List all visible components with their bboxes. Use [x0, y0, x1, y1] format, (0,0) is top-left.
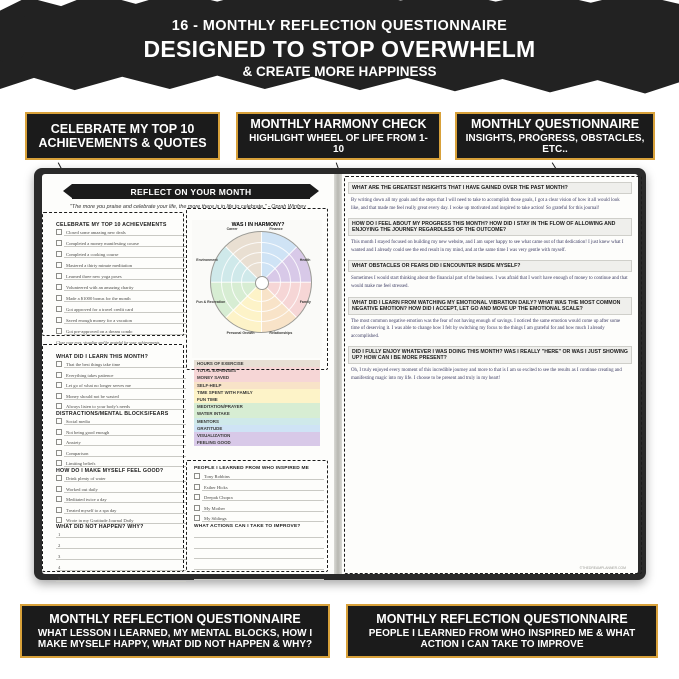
list-item: Tony Robbins [204, 474, 230, 479]
people-heading: PEOPLE I LEARNED FROM WHO INSPIRED ME [194, 466, 310, 471]
callout-title: MONTHLY QUESTIONNAIRE [470, 116, 640, 131]
list-item: 2 [58, 543, 61, 548]
list-item: Not being good enough [66, 429, 110, 435]
callout-subtitle: ACHIEVEMENTS & QUOTES [38, 136, 207, 150]
list-item: Always listen to your body's needs [66, 404, 130, 409]
legend-item: FEELING GOOD [194, 439, 320, 446]
wheel-segment-label: Family [299, 300, 311, 305]
list-item: 3 [58, 554, 61, 559]
legend-item: FUN TIME [194, 396, 320, 403]
wheel-segment-label: Personal Growth [226, 330, 255, 335]
question-label: WHAT DID I LEARN FROM WATCHING MY EMOTIONAL VIBRATION DAILY? WHAT WAS THE MOST COMMON NEGATIVE EMOTION? HOW DID I ACCEPT, LET GO AND MOVE UP THE EMOTIONAL SCALE? [348, 297, 632, 315]
list-item: Meditated twice a day [66, 497, 107, 502]
list-item: Learned three new yoga poses [66, 274, 122, 279]
actions-heading: WHAT ACTIONS CAN I TAKE TO IMPROVE? [194, 524, 301, 529]
wheel-segment-label: Relationships [269, 330, 293, 335]
callout-reflection-lessons [20, 604, 330, 658]
list-item: Completed a cooking course [66, 252, 119, 257]
header-line-1: 16 - MONTHLY REFLECTION QUESTIONNAIRE [171, 18, 508, 34]
legend-item: MENTORS [194, 418, 320, 425]
page-header [0, 0, 679, 100]
celebrate-heading: CELEBRATE MY TOP 10 ACHIEVEMENTS [56, 222, 167, 228]
quote-text: "The more you praise and celebrate your life, the more there is in life to celebrate." - Oprah Winfrey [70, 204, 306, 210]
list-item: Limiting beliefs [66, 461, 96, 466]
list-item: Wrote in my Gratitude Journal Daily [66, 518, 134, 523]
wheel-segment-label: Fun & Recreation [196, 300, 226, 305]
answer-text[interactable]: Oh, I truly enjoyed every moment of this incredible journey and more to that is I am so excited to see the results as I continue creating and manifesting magic into my life. I choose to be present and truly in my heart! [351, 368, 622, 381]
list-item: Social media [66, 419, 90, 424]
celebrate-note: Close your eyes, visualize and be grateful for your achievements. [56, 340, 161, 345]
callout-title: MONTHLY REFLECTION QUESTIONNAIRE [376, 611, 628, 626]
callout-harmony-check [236, 112, 441, 160]
wheel-segment-label: Health [299, 257, 311, 262]
list-item: Made a $1000 bonus for the month [66, 296, 131, 301]
wheel-title: WAS I IN HARMONY? [231, 222, 285, 228]
answer-text[interactable]: This month I stayed focused on building my new website, and I am super happy to see what came out of that dedication! I just knew what I wanted and I already could see the end result in my mind, and at the same time I was very gentle with myself. [351, 240, 624, 253]
highlight-questionnaire [344, 176, 642, 574]
answer-text[interactable]: Sometimes I would start thinking about the financial part of the business. I was afraid that I won't have enough of money to continue and that would make me feel stressed. [351, 276, 628, 289]
legend-item: TOTAL EXPENSES [194, 367, 320, 374]
legend-item: HOURS OF EXERCISE [194, 360, 320, 367]
list-item: That the best things take time [66, 362, 121, 367]
list-item: Drink plenty of water [66, 476, 106, 481]
legend-item: SELF-HELP [194, 382, 320, 389]
list-item: My Siblings [204, 516, 227, 521]
answer-text[interactable]: By writing down all my goals and the steps that I will need to take to accomplish those goals, I got a clear vision of how it all would look like, and that made me feel really great every day. I woke up motivated and inspired to take action! So grateful for this journal! [351, 198, 620, 211]
legend-item: MEDITATION/PRAYER [194, 403, 320, 410]
highlight-lessons [42, 344, 184, 572]
page-footer: ©THEDREAMPLANNER.COM [579, 566, 626, 570]
callout-title: MONTHLY REFLECTION QUESTIONNAIRE [49, 611, 301, 626]
list-item: Everything takes patience [66, 372, 114, 378]
callout-monthly-questionnaire [455, 112, 655, 160]
highlight-celebrate [42, 212, 184, 336]
list-item: 4 [58, 565, 61, 570]
callout-subtitle: WHAT LESSON I LEARNED, MY MENTAL BLOCKS, HOW I MAKE MYSELF HAPPY, WHAT DID NOT HAPPEN & WHY? [37, 627, 313, 650]
highlight-wheel [186, 208, 328, 370]
list-item: Mastered a thirty minute meditation [66, 263, 133, 268]
header-text [0, 18, 679, 79]
list-item: My Mother [204, 505, 226, 511]
list-item: Closed some amazing new deals [66, 230, 126, 235]
blocks-heading: DISTRACTIONS/MENTAL BLOCKS/FEARS [56, 411, 169, 417]
list-item: Treated myself to a spa day [66, 507, 117, 513]
book-spine [334, 174, 342, 574]
write-line [56, 581, 186, 582]
callout-title: MONTHLY HARMONY CHECK [250, 116, 427, 131]
callout-reflection-people [346, 604, 658, 658]
feelgood-heading: HOW DO I MAKE MYSELF FEEL GOOD? [56, 468, 164, 474]
callout-title: CELEBRATE MY TOP 10 [50, 122, 195, 136]
list-item: Deepak Chopra [204, 495, 233, 500]
highlight-people [186, 460, 328, 572]
callout-subtitle: INSIGHTS, PROGRESS, OBSTACLES, ETC.. [465, 132, 645, 155]
list-item: Anxiety [66, 440, 81, 445]
list-item: Got pre-approved on a dream condo [66, 329, 133, 334]
list-item: Completed a money manifesting course [66, 241, 139, 246]
list-item: Volunteered with an amazing charity [66, 285, 134, 290]
legend-item: GRATITUDE [194, 425, 320, 432]
nothappen-heading: WHAT DID NOT HAPPEN? WHY? [56, 524, 144, 530]
list-item: Got approved for a travel credit card [66, 307, 134, 312]
list-item: 1 [58, 532, 61, 537]
list-item: Let go of what no longer serves me [66, 383, 131, 388]
list-item: Esther Hicks [204, 484, 228, 490]
list-item: 5 [58, 576, 61, 581]
legend-item: WATER INTAKE [194, 410, 320, 417]
legend-item: TIME SPENT WITH FAMILY [194, 389, 320, 396]
list-item: Worked out daily [66, 486, 98, 492]
legend-item: MONEY SAVED [194, 374, 320, 381]
question-label: DID I FULLY ENJOY WHATEVER I WAS DOING THIS MONTH? WAS I REALLY "HERE" OR WAS I JUST SHOWING UP? HOW CAN I BE MORE PRESENT? [348, 346, 632, 364]
question-label: WHAT OBSTACLES OR FEARS DID I ENCOUNTER INSIDE MYSELF? [348, 260, 632, 272]
list-item: Saved enough money for a vacation [66, 318, 132, 323]
header-line-3: & CREATE MORE HAPPINESS [242, 64, 437, 79]
legend-panel [194, 360, 320, 446]
list-item: Comparison [66, 450, 89, 456]
question-label: WHAT ARE THE GREATEST INSIGHTS THAT I HAVE GAINED OVER THE PAST MONTH? [348, 182, 632, 194]
wheel-segment-label: Environment [196, 257, 218, 262]
question-label: HOW DO I FEEL ABOUT MY PROGRESS THIS MONTH? HOW DID I STAY IN THE FLOW OF ALLOWING AND ENJOYING THE JOURNEY REGARDLESS OF THE OUTCOME? [348, 218, 632, 236]
callout-subtitle: PEOPLE I LEARNED FROM WHO INSPIRED ME & WHAT ACTION I CAN TAKE TO IMPROVE [368, 627, 636, 650]
write-line [194, 579, 324, 580]
wheel-segment-label: Career [226, 227, 238, 232]
list-item: Money should not be wasted [66, 393, 119, 399]
header-line-2: DESIGNED TO STOP OVERWHELM [143, 36, 536, 62]
callout-subtitle: HIGHLIGHT WHEEL OF LIFE FROM 1-10 [249, 132, 428, 155]
wheel-segment-label: Finance [269, 227, 283, 232]
left-page-title: REFLECT ON YOUR MONTH [72, 184, 310, 199]
callout-celebrate-achievements [25, 112, 220, 160]
learn-heading: WHAT DID I LEARN THIS MONTH? [56, 354, 149, 360]
legend-item: VISUALIZATION [194, 432, 320, 439]
answer-text[interactable]: The most common negative emotion was the fear of not having enough of savings. I noticed the same emotion would come up after some time of deserving it. I was able to change how I felt by switching my focus to the things I am grateful for and how much I already accomplished. [351, 318, 621, 339]
